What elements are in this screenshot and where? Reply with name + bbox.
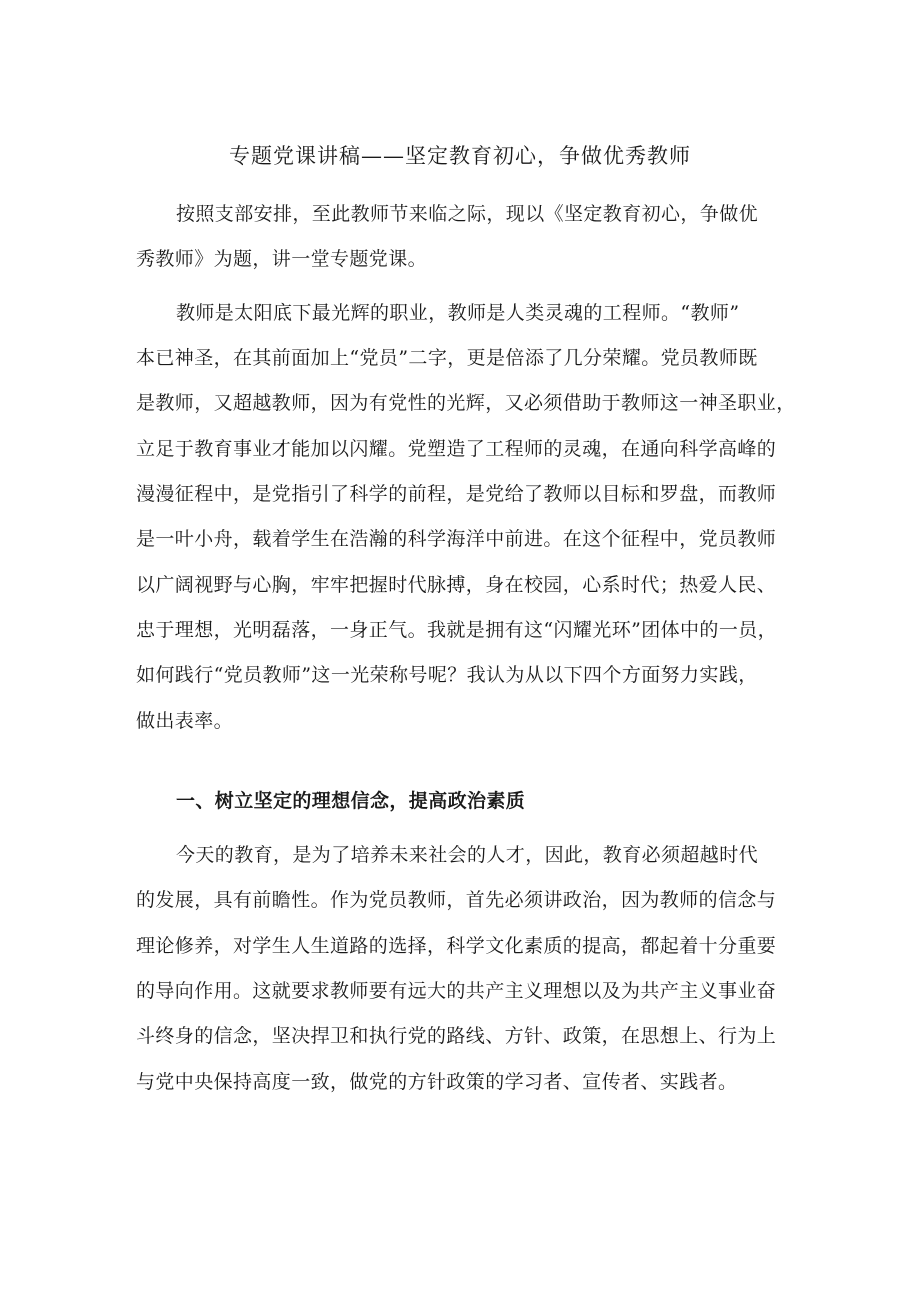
para2-line-4: 立足于教育事业才能加以闪耀。党塑造了工程师的灵魂，在通向科学高峰的 bbox=[136, 438, 777, 460]
para3-line-6: 与党中央保持高度一致，做党的方针政策的学习者、宣传者、实践者。 bbox=[136, 1071, 738, 1093]
para3-line-5: 斗终身的信念，坚决捍卫和执行党的路线、方针、政策，在思想上、行为上 bbox=[136, 1025, 777, 1047]
para1-line-2: 秀教师》为题，讲一堂专题党课。 bbox=[136, 248, 428, 270]
document-title: 专题党课讲稿——坚定教育初心，争做优秀教师 bbox=[229, 144, 691, 168]
para2-line-7: 以广阔视野与心胸，牢牢把握时代脉搏，身在校园，心系时代；热爱人民、 bbox=[136, 574, 777, 596]
para2-line-10: 做出表率。 bbox=[136, 710, 234, 732]
para3-line-3: 理论修养，对学生人生道路的选择，科学文化素质的提高，都起着十分重要 bbox=[136, 935, 777, 957]
para3-line-2: 的发展，具有前瞻性。作为党员教师，首先必须讲政治，因为教师的信念与 bbox=[136, 889, 777, 911]
para1-line-1: 按照支部安排，至此教师节来临之际，现以《坚定教育初心，争做优 bbox=[176, 203, 759, 225]
para2-line-8: 忠于理想，光明磊落，一身正气。我就是拥有这“闪耀光环”团体中的一员， bbox=[136, 619, 778, 641]
para2-line-1: 教师是太阳底下最光辉的职业，教师是人类灵魂的工程师。“教师” bbox=[176, 302, 740, 324]
para2-line-5: 漫漫征程中，是党指引了科学的前程，是党给了教师以目标和罗盘，而教师 bbox=[136, 483, 777, 505]
para3-line-4: 的导向作用。这就要求教师要有远大的共产主义理想以及为共产主义事业奋 bbox=[136, 980, 777, 1002]
section-heading-1: 一、树立坚定的理想信念，提高政治素质 bbox=[176, 790, 526, 812]
para3-line-1: 今天的教育，是为了培养未来社会的人才，因此，教育必须超越时代 bbox=[176, 844, 759, 866]
para2-line-3: 是教师，又超越教师，因为有党性的光辉，又必须借助于教师这一神圣职业， bbox=[136, 392, 796, 414]
para2-line-9: 如何践行“党员教师”这一光荣称号呢？我认为从以下四个方面努力实践， bbox=[136, 664, 758, 686]
para2-line-6: 是一叶小舟，载着学生在浩瀚的科学海洋中前进。在这个征程中，党员教师 bbox=[136, 528, 777, 550]
para2-line-2: 本已神圣，在其前面加上“党员”二字，更是倍添了几分荣耀。党员教师既 bbox=[136, 347, 758, 369]
